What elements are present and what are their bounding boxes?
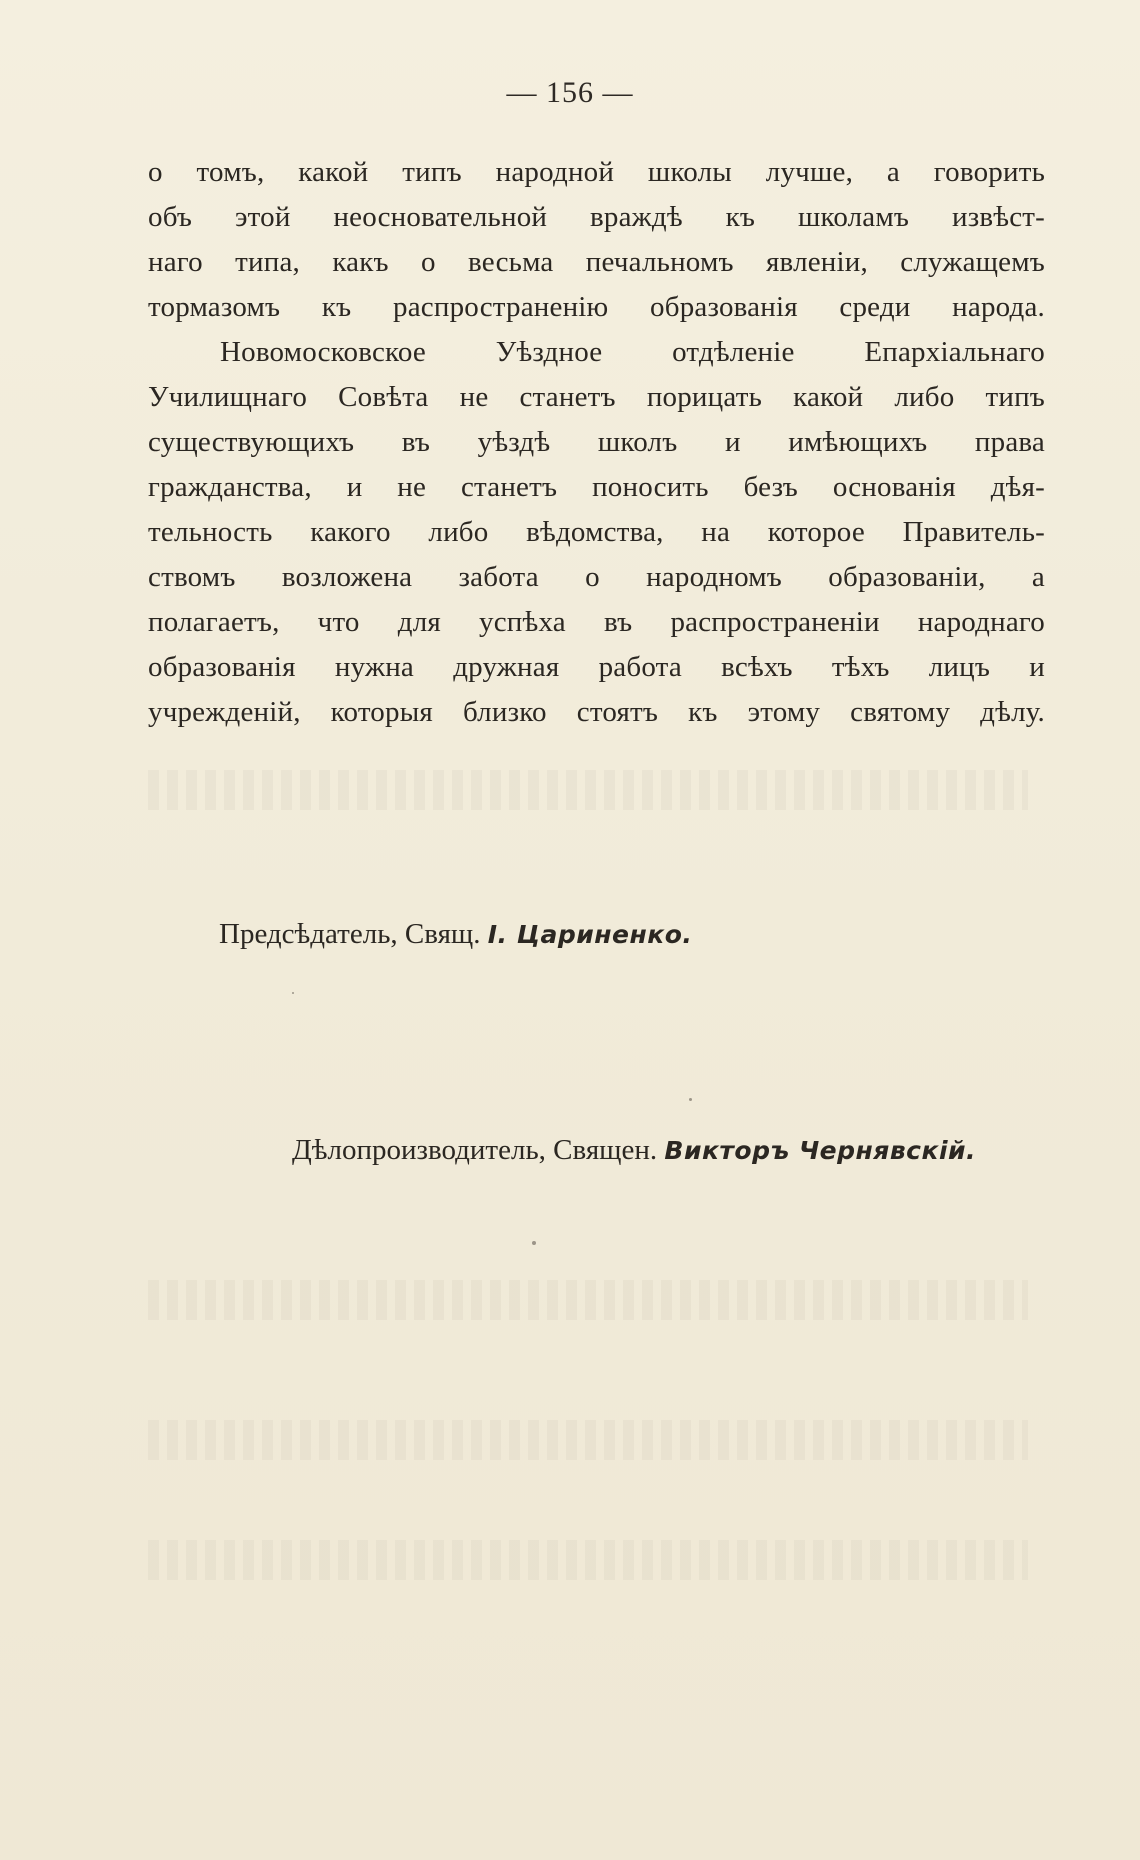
show-through-texture	[148, 1280, 1028, 1320]
text-line: объ этой неосновательной враждѣ къ школамъ извѣст-	[148, 201, 1045, 233]
text-line: образованія нужна дружная работа всѣхъ тѣхъ лицъ и	[148, 651, 1045, 683]
show-through-texture	[148, 1420, 1028, 1460]
paper-speck	[292, 992, 294, 994]
paragraph-start-line: Новомосковское Уѣздное отдѣленіе Епархіальнаго	[220, 336, 1045, 368]
chairman-title: Предсѣдатель, Свящ.	[219, 918, 481, 950]
text-line: тормазомъ къ распространенію образованія среди народа.	[148, 291, 1045, 323]
paper-speck	[532, 1241, 536, 1245]
secretary-title: Дѣлопроизводитель, Священ.	[292, 1134, 658, 1166]
chairman-name: І. Цариненко.	[487, 920, 693, 949]
text-line: наго типа, какъ о весьма печальномъ явленіи, служащемъ	[148, 246, 1045, 278]
chairman-signature	[219, 914, 692, 955]
text-line: Училищнаго Совѣта не станетъ порицать какой либо типъ	[148, 381, 1045, 413]
text-line: полагаетъ, что для успѣха въ распространеніи народнаго	[148, 606, 1045, 638]
text-line: существующихъ въ уѣздѣ школъ и имѣющихъ права	[148, 426, 1045, 458]
body-text	[148, 150, 1045, 735]
paper-speck	[689, 1098, 692, 1101]
page-number: — 156 —	[506, 76, 634, 109]
show-through-texture	[148, 1540, 1028, 1580]
secretary-name: Викторъ Чернявскій.	[664, 1136, 977, 1165]
text-line: ствомъ возложена забота о народномъ образованіи, а	[148, 561, 1045, 593]
text-line: тельность какого либо вѣдомства, на которое Правитель-	[148, 516, 1045, 548]
text-line: учрежденій, которыя близко стоятъ къ этому святому дѣлу.	[148, 696, 1045, 728]
secretary-signature	[292, 1130, 976, 1171]
text-line: о томъ, какой типъ народной школы лучше, а говорить	[148, 156, 1045, 188]
text-line: гражданства, и не станетъ поносить безъ основанія дѣя-	[148, 471, 1045, 503]
show-through-texture	[148, 770, 1028, 810]
